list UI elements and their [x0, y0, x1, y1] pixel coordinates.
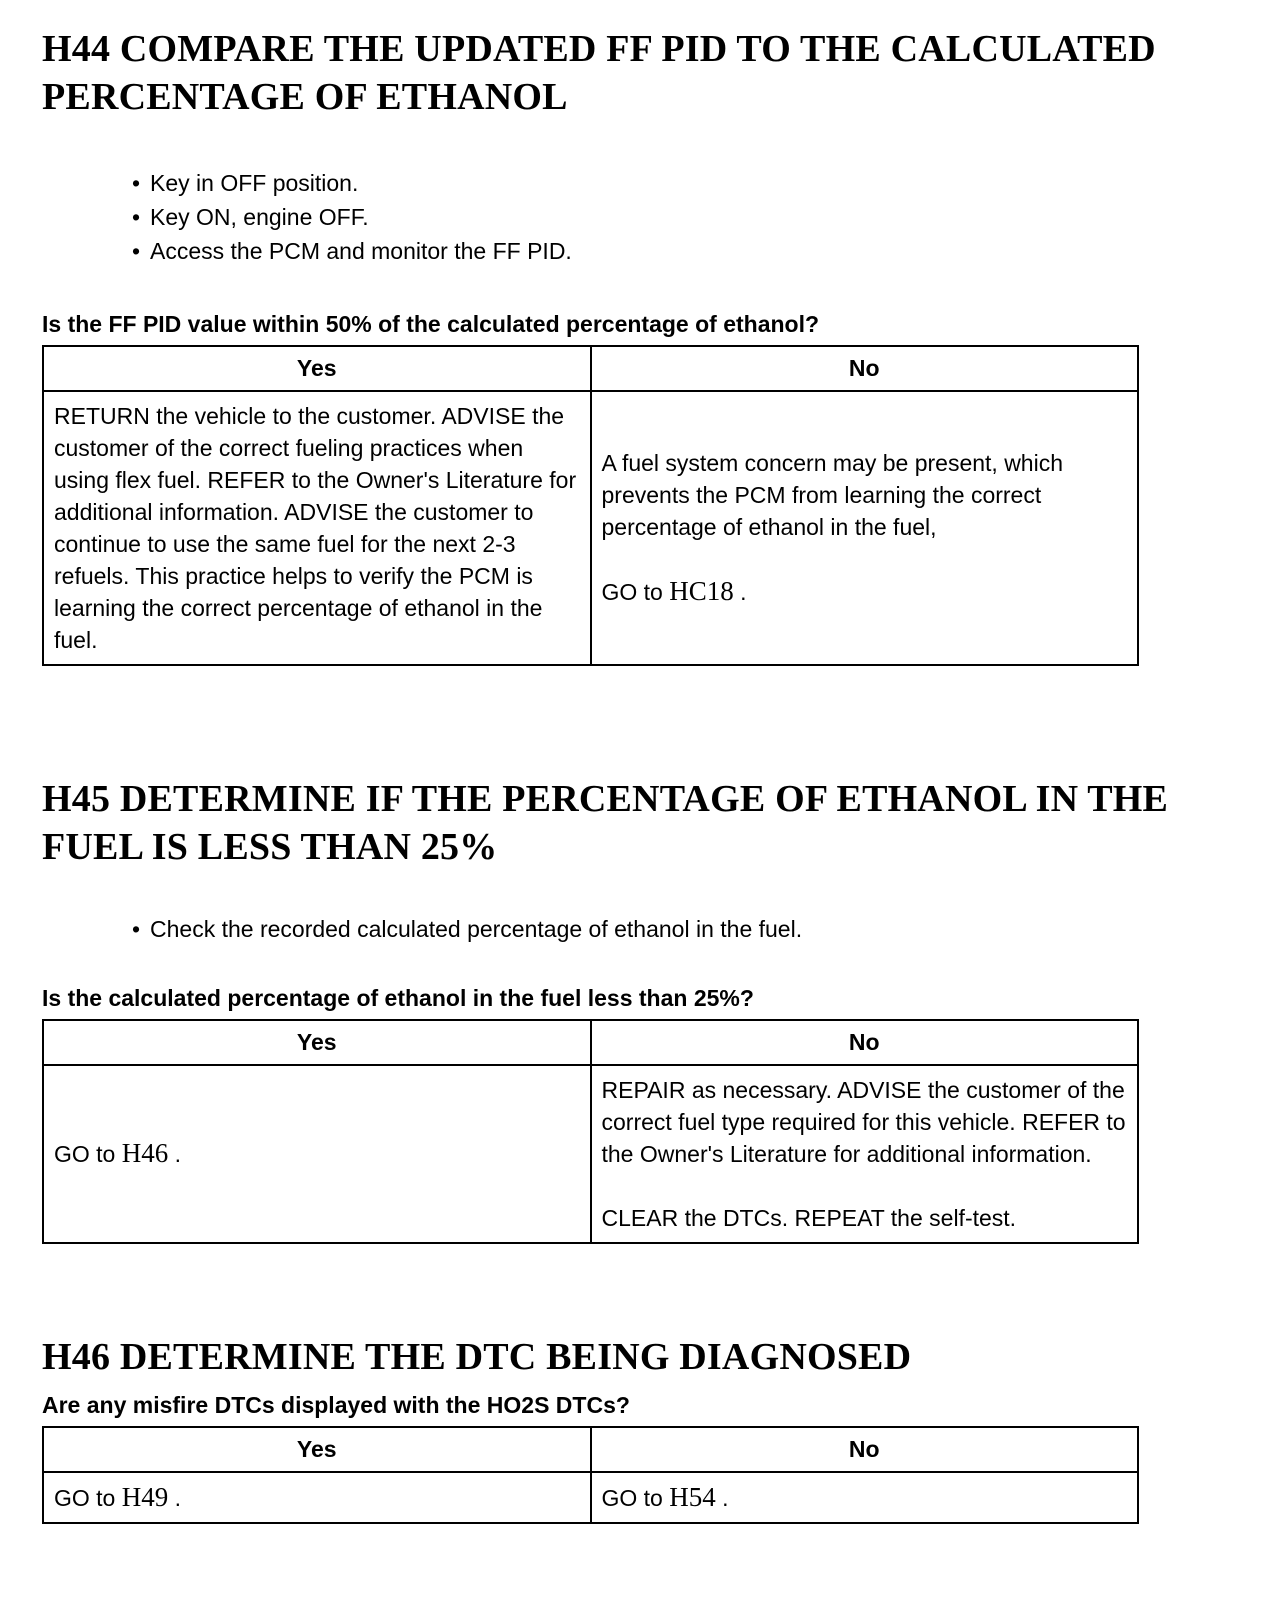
section-h45-question: Is the calculated percentage of ethanol in the fuel less than 25%?	[42, 984, 754, 1011]
table-header-row	[43, 346, 1138, 391]
table-header-row	[43, 1020, 1138, 1065]
yes-column-header: Yes	[43, 1427, 591, 1472]
goto-ref-link-h49[interactable]: H49	[121, 1482, 169, 1513]
no-cell	[591, 1472, 1139, 1523]
table-body-row	[43, 1065, 1138, 1243]
no-cell-text: A fuel system concern may be present, which prevents the PCM from learning the correct percentage of ethanol in the fuel,	[601, 450, 1063, 541]
yes-column-header: Yes	[43, 1020, 591, 1065]
table-header-row	[43, 1427, 1138, 1472]
no-column-header: No	[591, 346, 1139, 391]
no-cell-text-2: CLEAR the DTCs. REPEAT the self-test.	[601, 1204, 1017, 1231]
goto-line	[602, 575, 1128, 608]
goto-line	[602, 1481, 1128, 1514]
goto-suffix: .	[733, 579, 747, 606]
section-h44-question: Is the FF PID value within 50% of the calculated percentage of ethanol?	[42, 310, 820, 337]
goto-prefix: GO to	[54, 1485, 122, 1512]
section-h45	[42, 776, 1222, 1244]
decision-table-h44	[42, 345, 1139, 666]
goto-ref-link-h46[interactable]: H46	[121, 1138, 169, 1168]
goto-ref-link-h54[interactable]: H54	[669, 1482, 716, 1513]
no-column-header: No	[591, 1020, 1139, 1065]
table-body-row	[43, 391, 1138, 665]
goto-suffix: .	[168, 1141, 182, 1167]
bullet-item: • Key ON, engine OFF.	[132, 200, 1222, 234]
goto-line	[54, 1137, 580, 1170]
yes-cell	[43, 391, 591, 665]
section-h44-title: H44 COMPARE THE UPDATED FF PID TO THE CALCULATED PERCENTAGE OF ETHANOL	[42, 28, 1156, 118]
goto-suffix: .	[715, 1485, 729, 1512]
decision-table-h45	[42, 1019, 1139, 1244]
yes-cell	[43, 1472, 591, 1523]
yes-cell	[43, 1065, 591, 1243]
section-h46-title: H46 DETERMINE THE DTC BEING DIAGNOSED	[42, 1335, 912, 1378]
bullet-item: • Key in OFF position.	[132, 166, 1222, 200]
section-h45-title: H45 DETERMINE IF THE PERCENTAGE OF ETHANOL IN THE FUEL IS LESS THAN 25%	[42, 777, 1169, 868]
table-body-row	[43, 1472, 1138, 1523]
no-cell	[591, 1065, 1139, 1243]
yes-cell-text: RETURN the vehicle to the customer. ADVISE the customer of the correct fueling practices when using flex fuel. REFER to the Owner's Literature for additional information. ADVISE the customer to continue to use the same fuel for the next 2-3 refuels. This practice helps to verify the PCM is learning the correct percentage of ethanol in the fuel.	[54, 402, 577, 653]
section-h44	[42, 26, 1222, 666]
goto-prefix: GO to	[601, 579, 670, 606]
section-h46-question: Are any misfire DTCs displayed with the HO2S DTCs?	[42, 1392, 630, 1419]
goto-prefix: GO to	[54, 1141, 122, 1167]
section-h45-bullet-list	[132, 912, 1222, 946]
goto-ref-link-hc18[interactable]: HC18	[669, 576, 734, 607]
section-h46	[42, 1334, 1222, 1525]
goto-line	[54, 1481, 580, 1514]
no-cell	[591, 391, 1139, 665]
no-column-header: No	[591, 1427, 1139, 1472]
goto-prefix: GO to	[601, 1485, 670, 1512]
yes-column-header: Yes	[43, 346, 591, 391]
bullet-item: • Access the PCM and monitor the FF PID.	[132, 234, 1222, 268]
section-h44-bullet-list	[132, 166, 1222, 268]
decision-table-h46	[42, 1426, 1139, 1524]
bullet-item: • Check the recorded calculated percentage of ethanol in the fuel.	[132, 912, 1222, 946]
no-cell-text: REPAIR as necessary. ADVISE the customer of the correct fuel type required for this vehicle. REFER to the Owner's Literature for additional information.	[601, 1076, 1126, 1167]
goto-suffix: .	[168, 1485, 182, 1512]
